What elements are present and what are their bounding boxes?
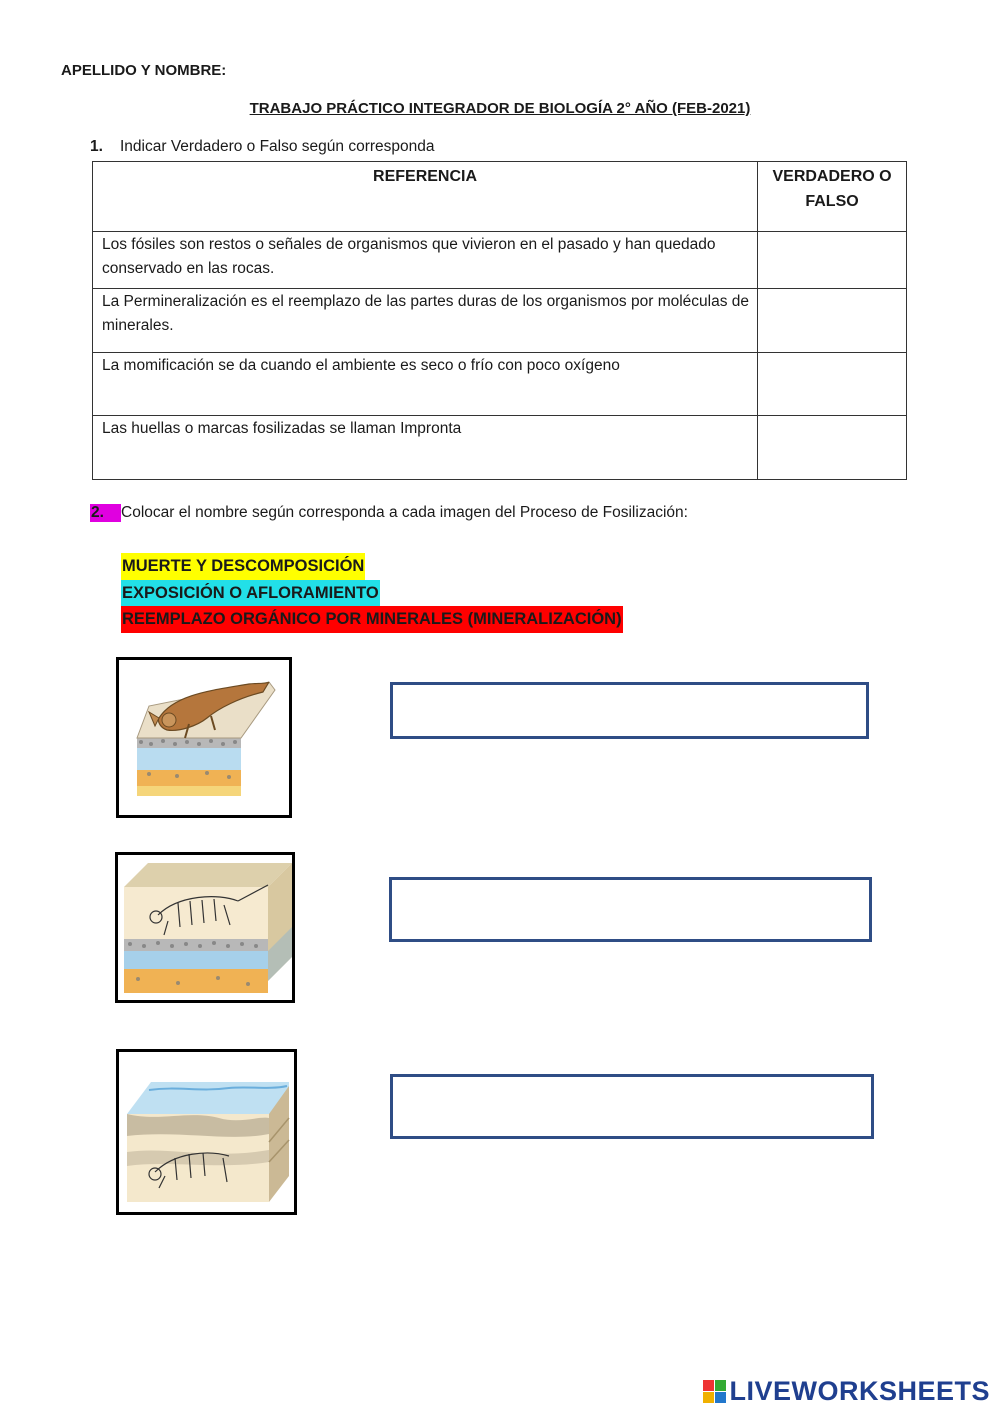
- answer-header-line2: FALSO: [805, 193, 859, 210]
- exposed-fossil-icon: [119, 1052, 294, 1212]
- liveworksheets-logo: [703, 1376, 990, 1407]
- question-1-text: Indicar Verdadero o Falso según corresponda: [120, 138, 435, 155]
- question-1-prompt: [90, 138, 435, 156]
- answer-cell[interactable]: [758, 416, 907, 480]
- option-mineralization: REEMPLAZO ORGÁNICO POR MINERALES (MINERALIZACIÓN): [121, 606, 623, 633]
- question-1-number: 1.: [90, 138, 103, 155]
- logo-text: LIVEWORKSHEETS: [729, 1376, 990, 1406]
- answer-cell[interactable]: [758, 353, 907, 416]
- table-row: [93, 416, 907, 480]
- answer-cell[interactable]: [758, 289, 907, 353]
- logo-mark-icon: [703, 1380, 726, 1403]
- true-false-table: [92, 161, 907, 480]
- answer-box-3[interactable]: [390, 1074, 874, 1139]
- dinosaur-on-ground-icon: [119, 660, 289, 815]
- page-title: TRABAJO PRÁCTICO INTEGRADOR DE BIOLOGÍA 2° AÑO (FEB-2021): [249, 100, 751, 117]
- answer-box-2[interactable]: [389, 877, 872, 942]
- question-2-text: Colocar el nombre según corresponda a cada imagen del Proceso de Fosilización:: [121, 504, 688, 521]
- table-row: [93, 353, 907, 416]
- answer-cell[interactable]: [758, 232, 907, 289]
- table-row: [93, 289, 907, 353]
- option-exposure: EXPOSICIÓN O AFLORAMIENTO: [121, 580, 380, 607]
- options-list: [121, 553, 623, 633]
- statement-cell: La momificación se da cuando el ambiente es seco o frío con poco oxígeno: [93, 353, 758, 416]
- fossil-image-2: [115, 852, 295, 1003]
- table-row: [93, 232, 907, 289]
- fossil-image-1: [116, 657, 292, 818]
- table-header-row: [93, 162, 907, 232]
- statement-cell: Los fósiles son restos o señales de organismos que vivieron en el pasado y han quedado conservado en las rocas.: [93, 232, 758, 289]
- statement-cell: Las huellas o marcas fosilizadas se llaman Impronta: [93, 416, 758, 480]
- buried-skeleton-icon: [118, 855, 292, 1000]
- name-label: APELLIDO Y NOMBRE:: [61, 62, 227, 79]
- answer-box-1[interactable]: [390, 682, 869, 739]
- question-2-number: 2.: [90, 504, 121, 522]
- option-death: MUERTE Y DESCOMPOSICIÓN: [121, 553, 365, 580]
- statement-cell: La Permineralización es el reemplazo de las partes duras de los organismos por moléculas de minerales.: [93, 289, 758, 353]
- answer-header-line1: VERDADERO O: [772, 168, 892, 185]
- reference-column-header: REFERENCIA: [93, 162, 758, 232]
- answer-column-header: [758, 162, 907, 232]
- question-2-prompt: [90, 504, 688, 522]
- fossil-image-3: [116, 1049, 297, 1215]
